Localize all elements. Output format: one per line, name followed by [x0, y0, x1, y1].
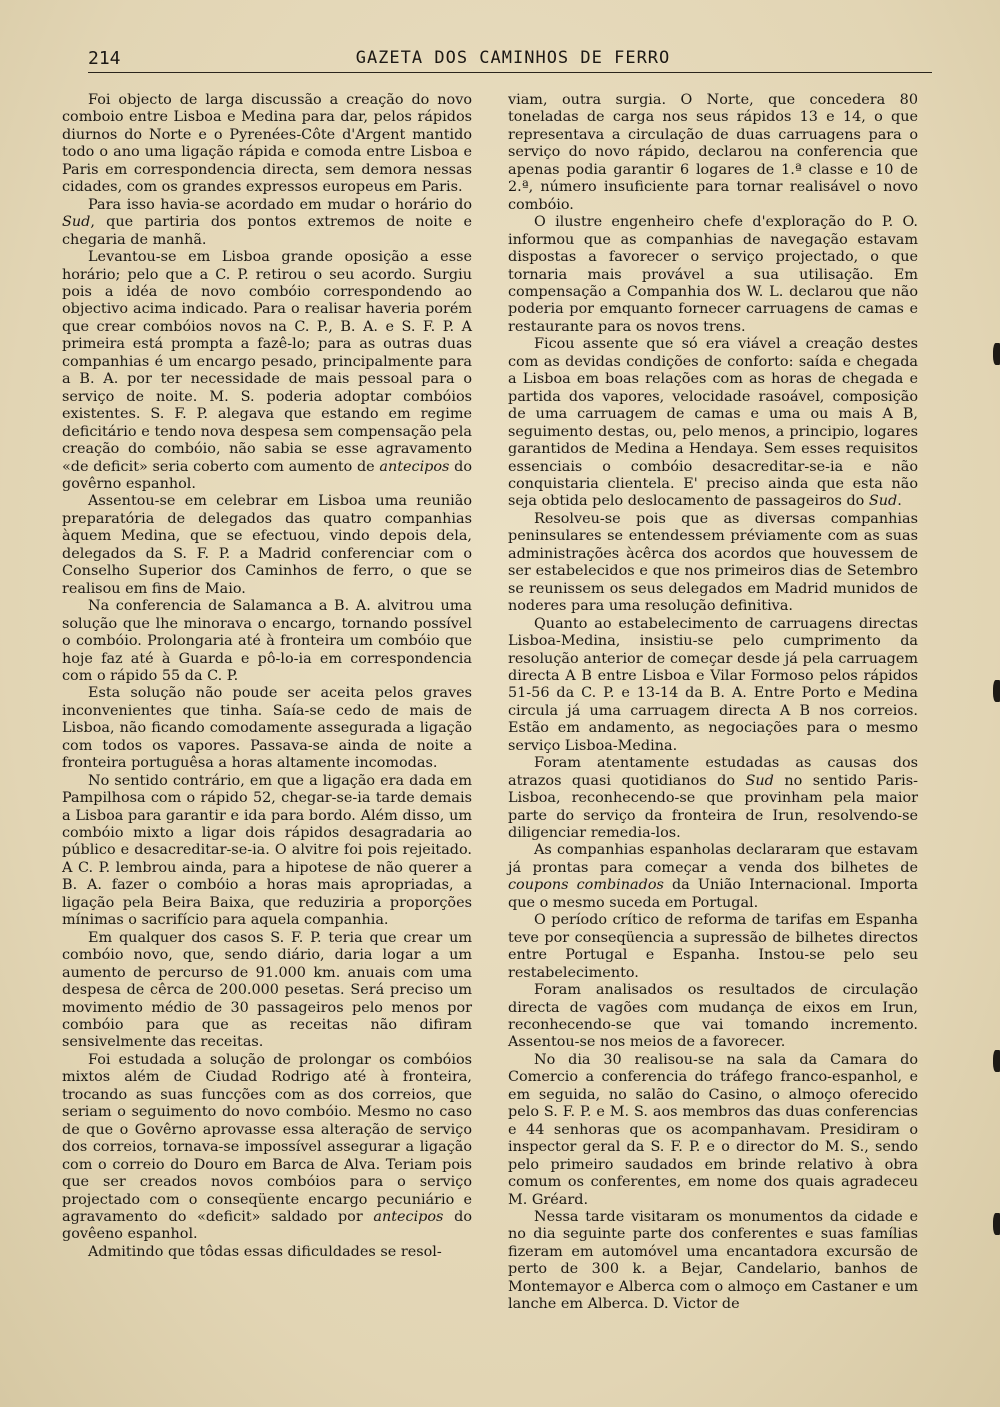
running-title: GAZETA DOS CAMINHOS DE FERRO: [355, 48, 671, 68]
binding-mark: [993, 680, 1000, 702]
binding-mark: [993, 1050, 1000, 1072]
binding-mark: [993, 1213, 1000, 1235]
left-column: [62, 92, 472, 1261]
paragraph: As companhias espanholas declararam que estavam já prontas para começar a venda dos bilhetes de coupons combinados da União Internacional. Importa que o mesmo suceda em Portugal.: [508, 842, 918, 911]
paragraph: Foi objecto de larga discussão a creação do novo comboio entre Lisboa e Medina para dar, pelos rápidos diurnos do Norte e o Pyrenées-Côte d'Argent mantido todo o ano uma ligação rápida e comoda entre Lisboa e Paris em correspondencia directa, sem demora nessas cidades, com os grandes expressos europeus em Paris.: [62, 92, 472, 196]
paragraph: Ficou assente que só era viável a creação destes com as devidas condições de conforto: saída e chegada a Lisboa em boas relações com as horas de chegada e partida dos vapores, velocidade rasoável, composição de uma carruagem de camas e uma ou mais A B, seguimento destas, ou, pelo menos, a principio, logares garantidos de Medina a Hendaya. Sem esses requisitos essenciais o combóio desacreditar-se-ia e não conquistaria clientela. E' preciso ainda que esta não seja obtida pelo deslocamento de passageiros do Sud.: [508, 336, 918, 510]
paragraph: Para isso havia-se acordado em mudar o horário do Sud, que partiria dos pontos extremos de noite e chegaria de manhã.: [62, 196, 472, 248]
paragraph: Na conferencia de Salamanca a B. A. alvitrou uma solução que lhe minorava o encargo, tornando possível o combóio. Prolongaria até à fronteira um combóio que hoje faz até à Guarda e pô-lo-ia em correspondencia com o rápido 55 da C. P.: [62, 598, 472, 684]
paragraph: Levantou-se em Lisboa grande oposição a esse horário; pelo que a C. P. retirou o seu acordo. Surgiu pois a idéa de novo combóio correspondendo ao objectivo acima indicado. Para o realisar haveria porém que crear combóios novos na C. P., B. A. e S. F. P. A primeira está prompta a fazê-lo; para as outras duas companhias é um encargo pesado, principalmente para a B. A. por ter necessidade de mais pessoal para o serviço de noite. M. S. poderia adoptar combóios existentes. S. F. P. alegava que estando em regime deficitário e tendo nova despesa sem compensação pela creação do combóio, não sabia se esse agravamento «de deficit» seria coberto com aumento de antecipos do govêrno espanhol.: [62, 249, 472, 492]
paragraph: Admitindo que tôdas essas dificuldades se resol-: [88, 1243, 442, 1260]
paragraph: O ilustre engenheiro chefe d'exploração do P. O. informou que as companhias de navegação estavam dispostas a favorecer o serviço projectado, o que tornaria mais provável a sua utilisação. Em compensação a Companhia dos W. L. declarou que não poderia por emquanto fornecer carruagens de camas e restaurante para os novos trens.: [508, 214, 918, 335]
paragraph: Quanto ao estabelecimento de carruagens directas Lisboa-Medina, insistiu-se pelo cumprimento da resolução anterior de começar desde já pela carruagem directa A B entre Lisboa e Vilar Formoso pelos rápidos 51-56 da C. P. e 13-14 da B. A. Entre Porto e Medina circula já uma carruagem directa A B nos correios. Estão em andamento, as negociações para o mesmo serviço Lisboa-Medina.: [508, 615, 918, 754]
paragraph: Esta solução não poude ser aceita pelos graves inconvenientes que tinha. Saía-se cedo de mais de Lisboa, não ficando comodamente assegurada a ligação com todos os vapores. Passava-se ainda de noite a fronteira portuguêsa a horas altamente incomodas.: [62, 685, 472, 772]
paragraph: Em qualquer dos casos S. F. P. teria que crear um combóio novo, que, sendo diário, daria logar a um aumento de percurso de 91.000 km. anuais com uma despesa de cêrca de 200.000 pesetas. Será preciso um movimento médio de 30 passageiros pelo menos por combóio para que as receitas não difiram sensivelmente das receitas.: [62, 929, 472, 1051]
paragraph: Foram atentamente estudadas as causas dos atrazos quasi quotidianos do Sud no sentido Paris-Lisboa, reconhecendo-se que provinham pela maior parte do serviço da fronteira de Irun, resolvendo-se diligenciar remedia-los.: [508, 755, 918, 842]
paragraph: viam, outra surgia. O Norte, que concedera 80 toneladas de carga nos seus rápidos 13 e 14, o que representava a circulação de duas carruagens para o serviço do novo rápido, declarou na conferencia que apenas podia garantir 6 logares de 1.ª classe e 10 de 2.ª, número insuficiente para tornar realisável o novo combóio.: [508, 92, 918, 213]
paragraph: O período crítico de reforma de tarifas em Espanha teve por conseqüencia a supressão de bilhetes directos entre Portugal e Espanha. Instou-se pelo seu restabelecimento.: [508, 912, 918, 981]
paragraph: Nessa tarde visitaram os monumentos da cidade e no dia seguinte parte dos conferentes e suas famílias fizeram em automóvel uma encantadora excursão de perto de 300 k. a Bejar, Candelario, banhos de Montemayor e Alberca com o almoço em Castaner e um lanche em Alberca. D. Victor de: [508, 1209, 918, 1313]
binding-mark: [993, 343, 1000, 365]
page-number: 214: [88, 48, 121, 69]
paragraph: Assentou-se em celebrar em Lisboa uma reunião preparatória de delegados das quatro companhias àquem Medina, que se efectuou, vindo depois dela, delegados da S. F. P. a Madrid conferenciar com o Conselho Superior dos Caminhos de ferro, o que se realisou em fins de Maio.: [62, 493, 472, 597]
page-header: [88, 48, 932, 73]
paragraph: No sentido contrário, em que a ligação era dada em Pampilhosa com o rápido 52, chegar-se-ia tarde demais a Lisboa para garantir e ida para bordo. Além disso, um combóio mixto a ligar dois rápidos desagradaria ao público e desacreditar-se-ia. O alvitre foi pois rejeitado. A C. P. lembrou ainda, para a hipotese de não querer a B. A. fazer o combóio a horas mais apropriadas, a ligação pela Beira Baixa, que reduziria a proporções mínimas o sacrifício para aquela companhia.: [62, 772, 472, 929]
paragraph: No dia 30 realisou-se na sala da Camara do Comercio a conferencia do tráfego franco-espanhol, e em seguida, no salão do Casino, o almoço oferecido pelo S. F. P. e M. S. aos membros das duas conferencias e 44 senhoras que os acompanhavam. Presidiram o inspector geral da S. F. P. e o director do M. S., sendo pelo primeiro saudados em brinde relativo à obra comum os conferentes, em nome dos quais agradeceu M. Gréard.: [508, 1051, 918, 1208]
right-column: [508, 92, 918, 1314]
paragraph: Foi estudada a solução de prolongar os combóios mixtos além de Ciudad Rodrigo até à fronteira, trocando as suas funcções com as dos correios, que seriam o seguimento do novo combóio. Mesmo no caso de que o Govêrno aprovasse essa alteração de serviço dos correios, tornava-se impossível assegurar a ligação com o correio do Douro em Barca de Alva. Teriam pois que ser creados novos combóios para o serviço projectado com o conseqüente encargo pecuniário e agravamento do «deficit» saldado por antecipos do govêeno espanhol.: [62, 1051, 472, 1243]
paragraph: Foram analisados os resultados de circulação directa de vagões com mudança de eixos em Irun, reconhecendo-se que vai tomando incremento. Assentou-se nos meios de a favorecer.: [508, 982, 918, 1051]
paragraph: Resolveu-se pois que as diversas companhias peninsulares se entendessem préviamente com as suas administrações àcêrca dos acordos que houvessem de ser estabelecidos e que nos primeiros dias de Setembro se reunissem os seus delegados em Madrid munidos de noderes para uma resolução definitiva.: [508, 510, 918, 615]
